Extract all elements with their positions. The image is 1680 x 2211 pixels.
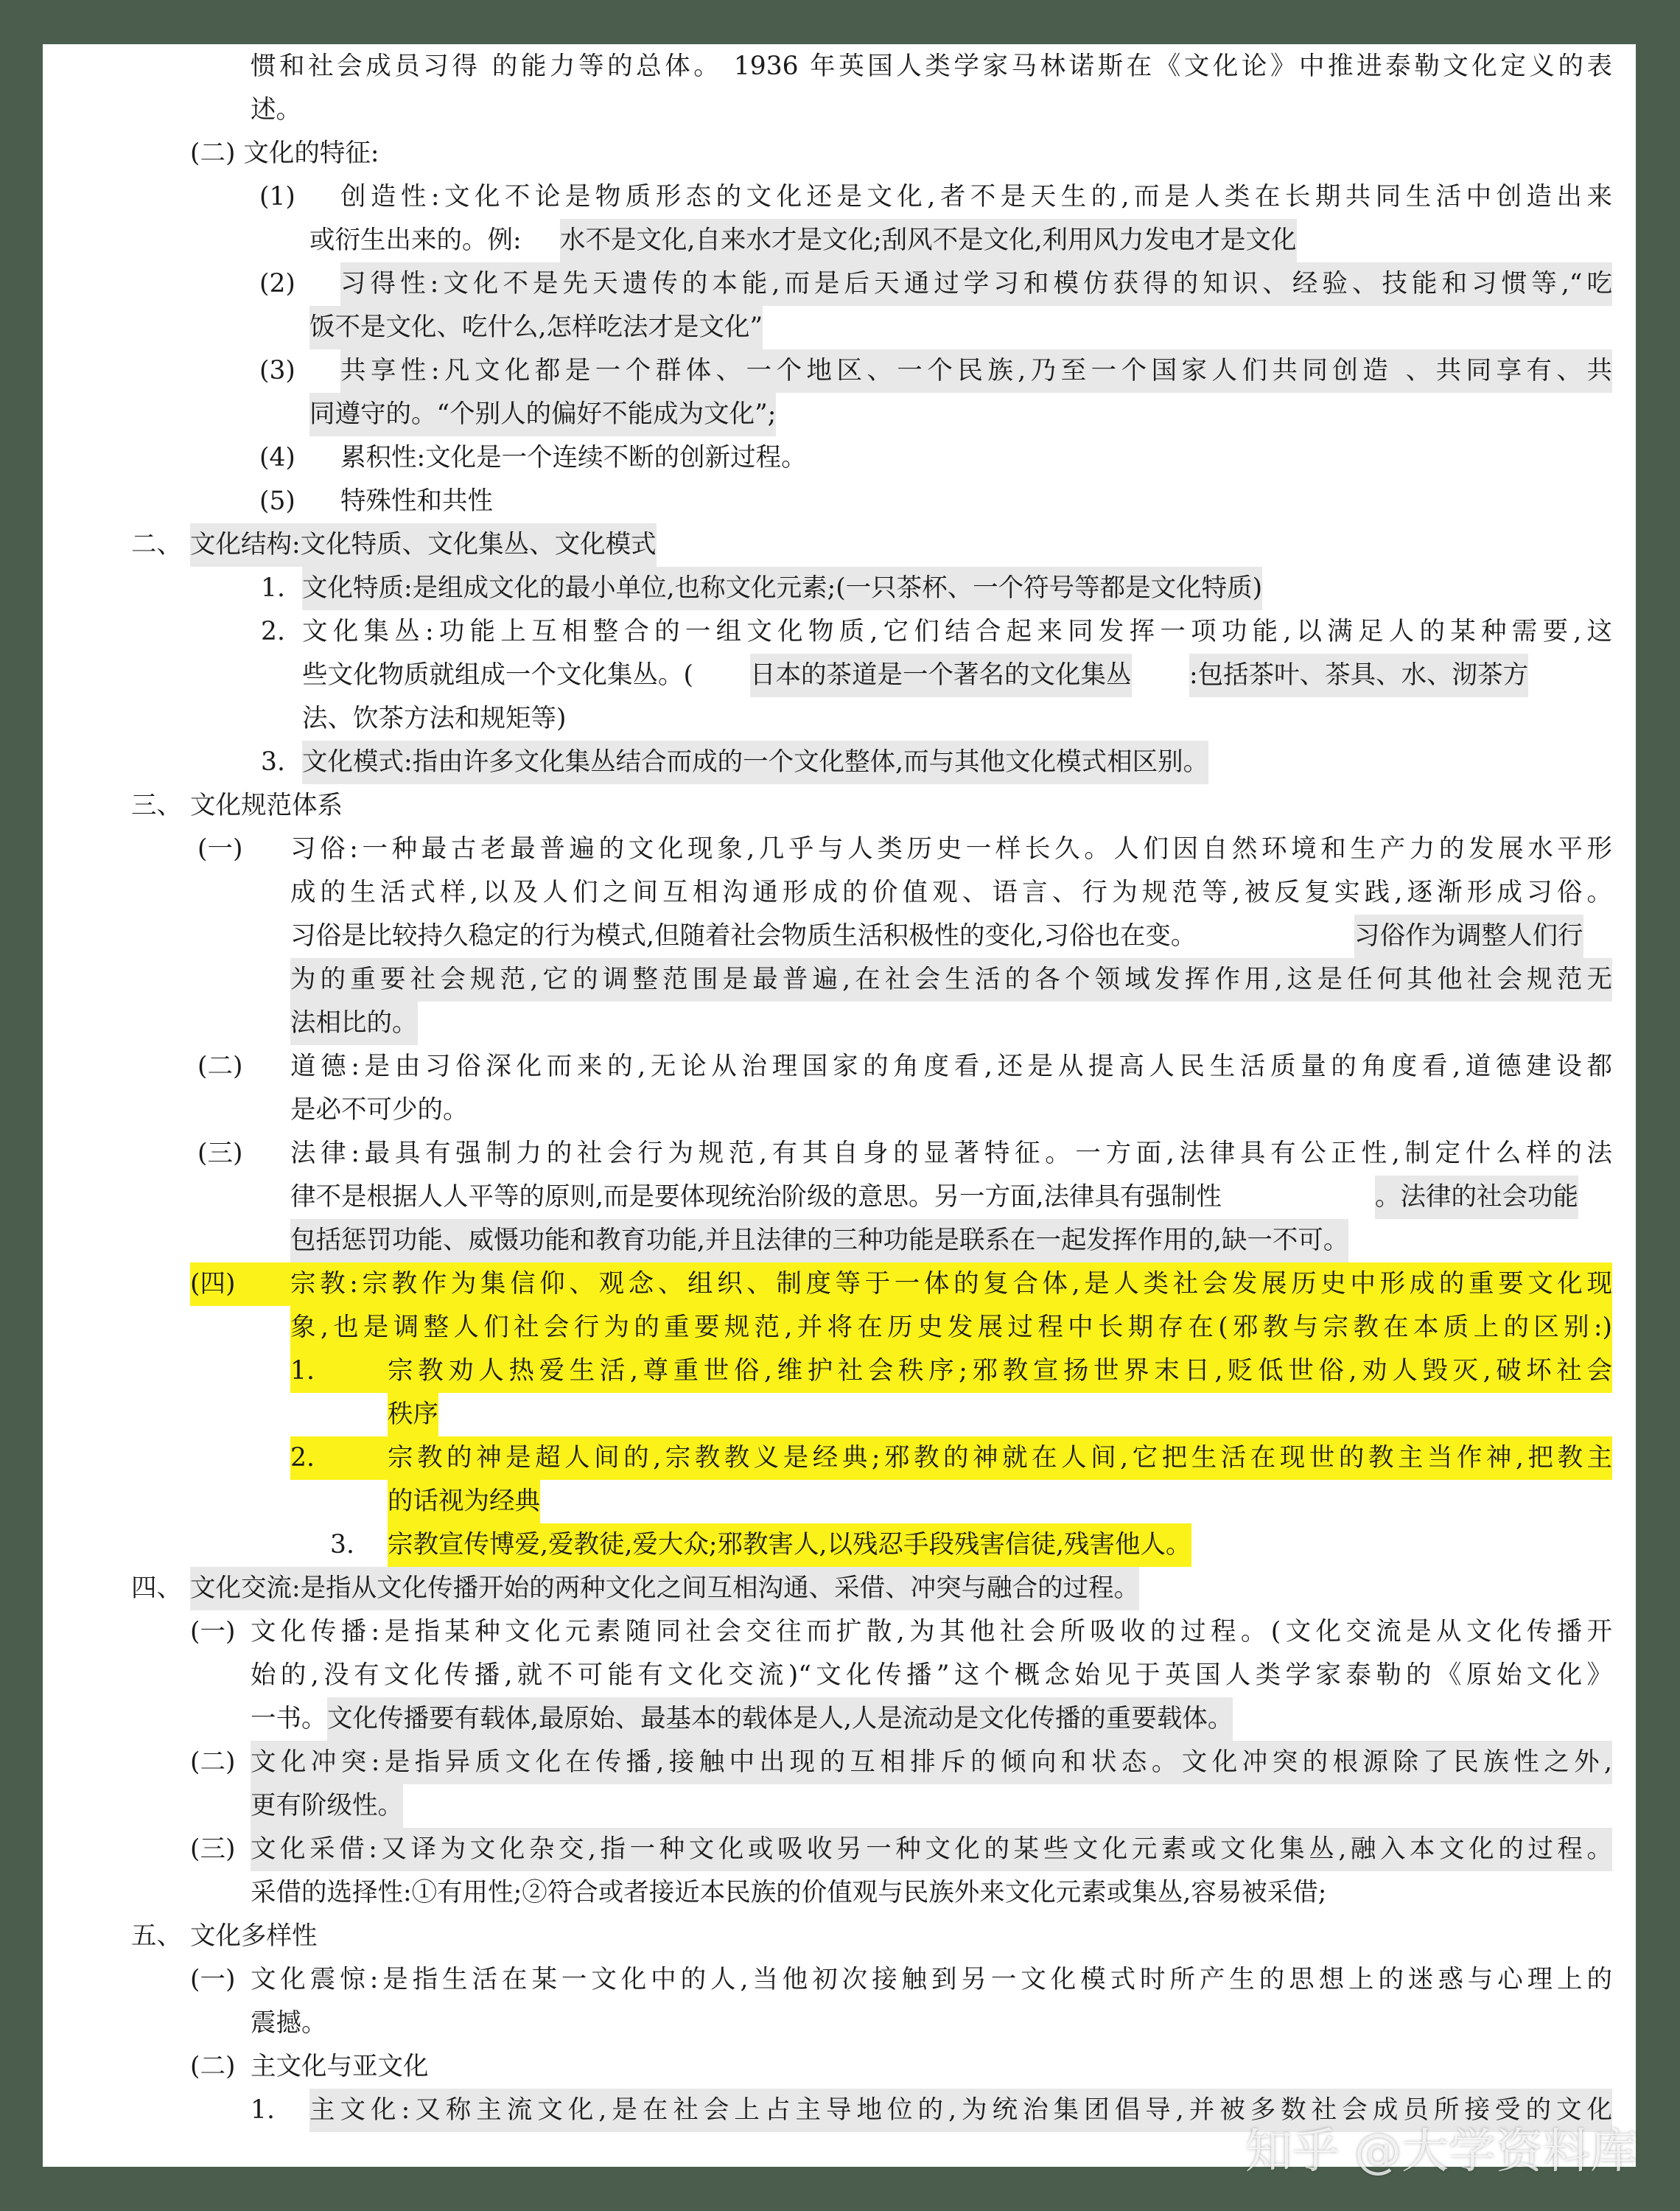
list-item <box>43 1433 1636 1477</box>
highlighted-text: 水不是文化,自来水才是文化;刮风不是文化,利用风力发电才是文化 <box>560 219 1297 262</box>
section-heading <box>43 1912 1636 1955</box>
item-marker: 3. <box>330 1530 354 1559</box>
highlighted-text: 文化冲突:是指异质文化在传播,接触中出现的互相排斥的倾向和状态。文化冲突的根源除了民族性之外, <box>251 1741 1612 1784</box>
paragraph-text: 文化传播:是指某种文化元素随同社会交往而扩散,为其他社会所吸收的过程。(文化交流是从文化传播开 <box>251 1617 1612 1646</box>
paragraph-text: 一书。 <box>251 1704 327 1733</box>
paragraph-text: 累积性:文化是一个连续不断的创新过程。 <box>340 443 807 472</box>
list-item <box>43 1607 1636 1651</box>
item-marker: (5) <box>259 486 295 516</box>
item-marker: (三) <box>197 1139 243 1168</box>
list-item <box>43 1346 1636 1390</box>
item-marker: (1) <box>259 182 295 212</box>
paragraph-text: 创造性:文化不论是物质形态的文化还是文化,者不是天生的,而是人类在长期共同生活中创造出来 <box>340 182 1612 212</box>
highlighted-text: 宗教劝人热爱生活,尊重世俗,维护社会秩序;邪教宣扬世界末日,贬低世俗,劝人毁灭,破坏社会 <box>388 1349 1612 1393</box>
paragraph-text: 法律:最具有强制力的社会行为规范,有其自身的显著特征。一方面,法律具有公正性,制定什么样的法 <box>290 1139 1612 1168</box>
highlighted-text: 共享性:凡文化都是一个群体、一个地区、一个民族,乃至一个国家人们共同创造 、共同享有、共 <box>340 349 1612 393</box>
item-marker: 1. <box>290 1349 388 1393</box>
paragraph-text: 或衍生出来的。例: <box>309 226 522 255</box>
paragraph-text: 惯和社会成员习得 的能力等的总体。 1936 年英国人类学家马林诺斯在《文化论》中推进泰勒文化定义的表 <box>251 52 1612 81</box>
item-marker: 1. <box>251 2095 275 2125</box>
heading-text: 文化结构:文化特质、文化集丛、文化模式 <box>190 523 657 567</box>
item-marker: (二) <box>197 1052 243 1081</box>
highlighted-text: 文化传播要有载体,最原始、最基本的载体是人,人是流动是文化传播的重要载体。 <box>327 1697 1233 1741</box>
section-heading <box>43 1564 1636 1607</box>
list-item <box>43 607 1636 651</box>
highlighted-text: 包括惩罚功能、威慑功能和教育功能,并且法律的三种功能是联系在一起发挥作用的,缺一不可。 <box>290 1219 1348 1262</box>
list-item <box>43 1955 1636 1999</box>
highlighted-text: 宗教:宗教作为集信仰、观念、组织、制度等于一体的复合体,是人类社会发展历史中形成的重要文化现 <box>290 1262 1612 1306</box>
paragraph-text: 主文化与亚文化 <box>251 2052 429 2081</box>
text-line <box>43 1477 1636 1520</box>
text-line <box>43 216 1636 259</box>
item-marker: 1. <box>261 573 285 603</box>
list-item <box>43 433 1636 477</box>
paragraph-text: 文化集丛:功能上互相整合的一组文化物质,它们结合起来同发挥一项功能,以满足人的某种需要,这 <box>302 617 1612 646</box>
text-line <box>43 44 1636 85</box>
text-line <box>43 1868 1636 1912</box>
text-line <box>43 1216 1636 1260</box>
list-item <box>43 1520 1636 1564</box>
section-heading <box>43 129 1636 172</box>
heading-text: 文化多样性 <box>190 1921 318 1951</box>
highlighted-text: 习俗作为调整人们行 <box>1354 915 1583 958</box>
heading-marker: 五、 <box>131 1921 182 1951</box>
highlighted-text: 日本的茶道是一个著名的文化集丛 <box>750 654 1132 697</box>
text-line <box>43 85 1636 129</box>
paragraph-text: 特殊性和共性 <box>340 486 493 516</box>
highlighted-text: 习得性:文化不是先天遗传的本能,而是后天通过学习和模仿获得的知识、经验、技能和习惯等,“吃 <box>340 262 1612 306</box>
text-line <box>43 651 1636 694</box>
list-item <box>43 2042 1636 2086</box>
paragraph-text: 些文化物质就组成一个文化集丛。( <box>302 660 693 690</box>
watermark: 知乎 @大学资料库 <box>1245 2125 1637 2179</box>
list-item <box>43 1825 1636 1868</box>
item-marker: (3) <box>259 356 295 385</box>
highlighted-text: 主文化:又称主流文化,是在社会上占主导地位的,为统治集团倡导,并被多数社会成员所接受的文化 <box>309 2089 1612 2132</box>
item-marker: (二) <box>190 2052 236 2081</box>
item-marker: (一) <box>190 1965 236 1994</box>
paragraph-text: 法、饮茶方法和规矩等) <box>302 704 567 733</box>
text-line <box>43 1086 1636 1129</box>
paragraph-text: 是必不可少的。 <box>290 1095 469 1125</box>
item-marker: 2. <box>290 1436 388 1480</box>
item-marker: (二) <box>190 1747 236 1777</box>
highlighted-text: 宗教的神是超人间的,宗教教义是经典;邪教的神就在人间,它把生活在现世的教主当作神,把教主 <box>388 1436 1612 1480</box>
item-marker: 2. <box>261 617 285 646</box>
text-line <box>43 1781 1636 1825</box>
highlighted-text: :包括茶叶、茶具、水、沏茶方 <box>1189 654 1528 697</box>
heading-text: 文化规范体系 <box>190 791 343 820</box>
item-marker: (四) <box>190 1262 290 1306</box>
paragraph-text: 律不是根据人人平等的原则,而是要体现统治阶级的意思。另一方面,法律具有强制性 <box>290 1182 1222 1212</box>
list-item <box>43 259 1636 303</box>
text-line <box>43 1694 1636 1738</box>
text-line <box>43 955 1636 999</box>
heading-text: 文化交流:是指从文化传播开始的两种文化之间互相沟通、采借、冲突与融合的过程。 <box>190 1567 1139 1610</box>
paragraph-text: 始的,没有文化传播,就不可能有文化交流)“文化传播”这个概念始见于英国人类学家泰勒的《原始文化》 <box>251 1660 1612 1690</box>
item-marker: (一) <box>190 1617 236 1646</box>
paragraph-text: 习俗:一种最古老最普遍的文化现象,几乎与人类历史一样长久。人们因自然环境和生产力的发展水平形 <box>290 834 1612 864</box>
text-line <box>43 694 1636 738</box>
highlighted-text: 。法律的社会功能 <box>1375 1176 1578 1219</box>
item-marker: (2) <box>259 269 295 298</box>
text-line <box>43 868 1636 912</box>
highlighted-text: 的话视为经典 <box>388 1480 540 1523</box>
item-marker: (一) <box>197 834 243 864</box>
paragraph-text: 文化震惊:是指生活在某一文化中的人,当他初次接触到另一文化模式时所产生的思想上的迷惑与心理上的 <box>251 1965 1612 1994</box>
list-item <box>43 1129 1636 1173</box>
text-line <box>43 912 1636 955</box>
item-marker: 3. <box>261 747 285 777</box>
highlighted-text: 秩序 <box>388 1393 438 1436</box>
highlighted-text: 为的重要社会规范,它的调整范围是最普遍,在社会生活的各个领域发挥作用,这是任何其他社会规范无 <box>290 958 1612 1002</box>
text-line <box>43 1173 1636 1216</box>
list-item <box>43 1738 1636 1781</box>
text-line <box>43 1390 1636 1433</box>
highlighted-text: 饭不是文化、吃什么,怎样吃法才是文化” <box>309 306 763 349</box>
paragraph-text: 震撼。 <box>251 2008 327 2038</box>
list-item <box>43 1260 1636 1303</box>
text-line <box>43 1303 1636 1346</box>
highlighted-text: 文化采借:又译为文化杂交,指一种文化或吸收另一种文化的某些文化元素或文化集丛,融入本文化的过程。 <box>251 1828 1612 1871</box>
highlighted-text: 文化特质:是组成文化的最小单位,也称文化元素;(一只茶杯、一个符号等都是文化特质) <box>302 567 1262 610</box>
highlighted-text: 法相比的。 <box>290 1002 418 1045</box>
list-item <box>43 738 1636 781</box>
document-page <box>43 44 1636 2167</box>
highlighted-text: 更有阶级性。 <box>251 1784 403 1828</box>
list-item <box>43 172 1636 216</box>
highlighted-text: 象,也是调整人们社会行为的重要规范,并将在历史发展过程中长期存在(邪教与宗教在本质上的区别:) <box>290 1306 1612 1349</box>
list-item <box>43 477 1636 520</box>
paragraph-text: 采借的选择性:①有用性;②符合或者接近本民族的价值观与民族外来文化元素或集丛,容易被采借; <box>251 1878 1327 1907</box>
heading-marker: 二、 <box>131 530 182 559</box>
list-item <box>43 1042 1636 1086</box>
text-line <box>43 1999 1636 2042</box>
paragraph-text: 道德:是由习俗深化而来的,无论从治理国家的角度看,还是从提高人民生活质量的角度看,道德建设都 <box>290 1052 1612 1081</box>
section-heading <box>43 520 1636 564</box>
heading-text: (二) 文化的特征: <box>190 139 379 168</box>
heading-marker: 四、 <box>131 1573 182 1603</box>
paragraph-text: 成的生活式样,以及人们之间互相沟通形成的价值观、语言、行为规范等,被反复实践,逐渐形成习俗。 <box>290 878 1612 907</box>
highlighted-text: 同遵守的。“个别人的偏好不能成为文化”; <box>309 393 776 436</box>
text-line <box>43 390 1636 433</box>
list-item <box>43 825 1636 868</box>
list-item <box>43 564 1636 607</box>
item-marker: (4) <box>259 443 295 472</box>
list-item <box>43 346 1636 390</box>
heading-marker: 三、 <box>131 791 182 820</box>
text-line <box>43 999 1636 1042</box>
item-marker: (三) <box>190 1834 236 1864</box>
paragraph-text: 述。 <box>251 95 301 125</box>
section-heading <box>43 781 1636 825</box>
text-line <box>43 303 1636 346</box>
highlighted-text: 宗教宣传博爱,爱教徒,爱大众;邪教害人,以残忍手段残害信徒,残害他人。 <box>388 1523 1191 1567</box>
text-line <box>43 1651 1636 1694</box>
paragraph-text: 习俗是比较持久稳定的行为模式,但随着社会物质生活积极性的变化,习俗也在变。 <box>290 921 1197 951</box>
highlighted-text: 文化模式:指由许多文化集丛结合而成的一个文化整体,而与其他文化模式相区别。 <box>302 741 1208 784</box>
